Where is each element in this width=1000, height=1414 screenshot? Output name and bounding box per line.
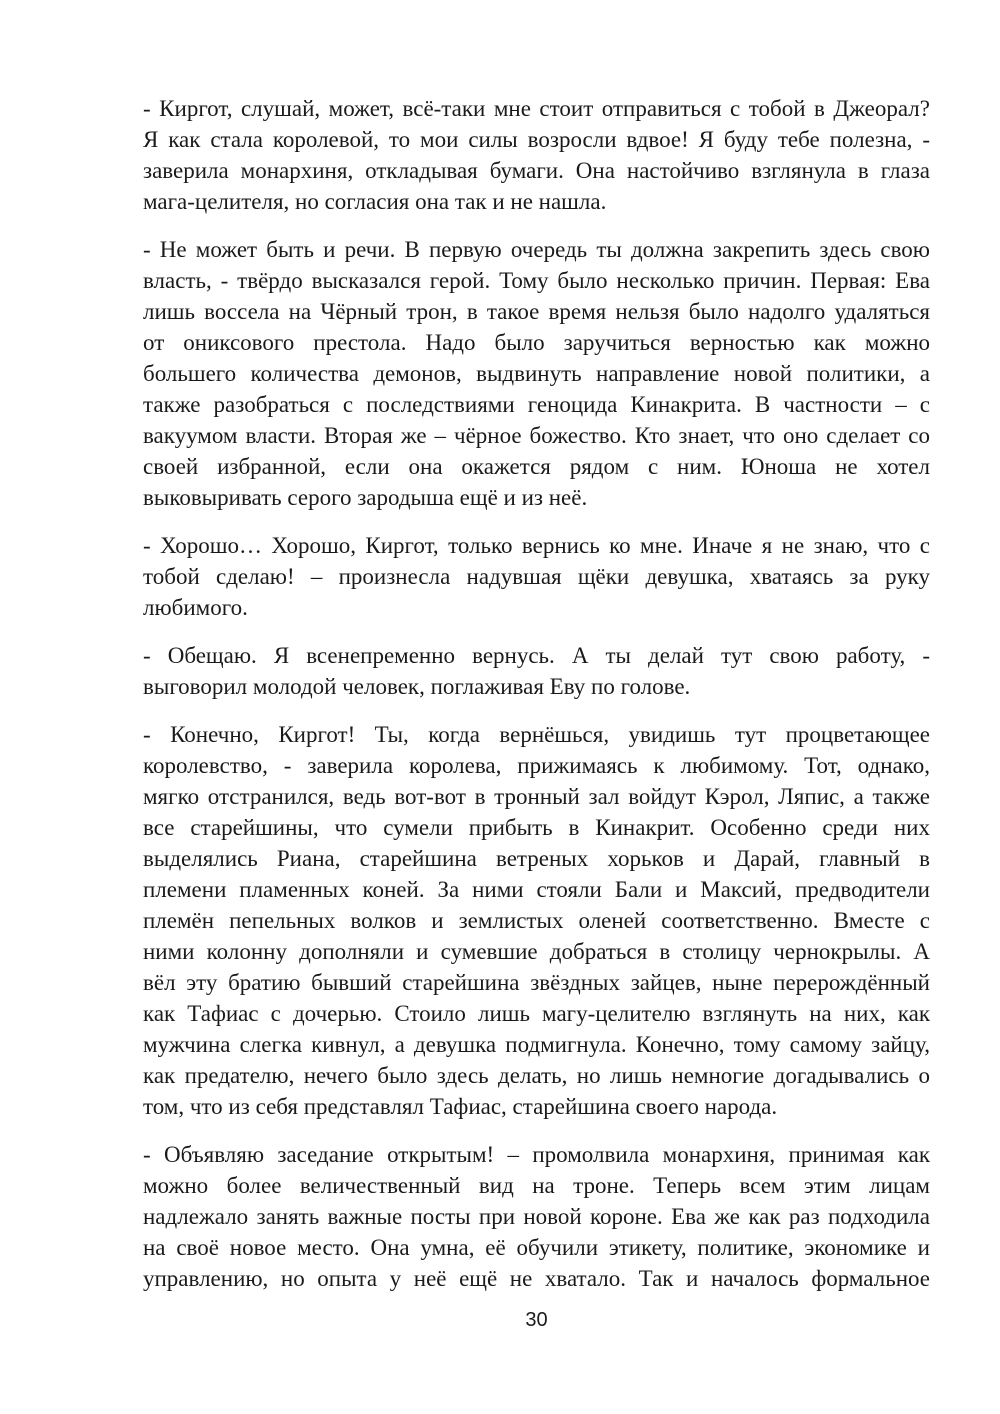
paragraph-6 [143,1139,930,1294]
page-number: 30 [525,1309,548,1331]
text-line: королевство, - заверила королева, прижимаясь к любимому. Тот, однако, [143,753,930,778]
text-line: также разобраться с последствиями геноцида Кинакрита. В частности – с [143,392,930,417]
text-line: - Хорошо… Хорошо, Киргот, только вернись ко мне. Иначе я не знаю, что с [143,533,930,558]
text-line: власть, - твёрдо высказался герой. Тому было несколько причин. Первая: Ева [143,268,930,293]
paragraph-3 [143,530,930,623]
text-line: ними колонну дополняли и сумевшие добраться в столицу чернокрылы. А [143,939,930,964]
text-line: мужчина слегка кивнул, а девушка подмигнула. Конечно, тому самому зайцу, [143,1032,930,1057]
paragraph-1 [143,93,930,217]
text-line: - Киргот, слушай, может, всё-таки мне стоит отправиться с тобой в Джеорал? [143,96,930,121]
text-line: лишь воссела на Чёрный трон, в такое время нельзя было надолго удаляться [143,299,930,324]
text-line: - Конечно, Киргот! Ты, когда вернёшься, увидишь тут процветающее [143,722,930,747]
text-line: как предателю, нечего было здесь делать, но лишь немногие догадывались о [143,1063,930,1088]
page-footer [143,1306,930,1334]
text-line: любимого. [143,595,248,620]
text-line: племён пепельных волков и землистых оленей соответственно. Вместе с [143,908,930,933]
text-line: надлежало занять важные посты при новой короне. Ева же как раз подходила [143,1204,930,1229]
text-line: тобой сделаю! – произнесла надувшая щёки девушка, хватаясь за руку [143,564,930,589]
text-line: - Не может быть и речи. В первую очередь ты должна закрепить здесь свою [143,237,930,262]
text-line: выговорил молодой человек, поглаживая Еву по голове. [143,674,691,699]
paragraph-4 [143,640,930,702]
text-line: как Тафиас с дочерью. Стоило лишь магу-целителю взглянуть на них, как [143,1001,930,1026]
text-line: от ониксового престола. Надо было заручиться верностью как можно [143,330,930,355]
text-line: заверила монархиня, откладывая бумаги. Она настойчиво взглянула в глаза [143,158,930,183]
text-line: мага-целителя, но согласия она так и не нашла. [143,189,607,214]
text-line: все старейшины, что сумели прибыть в Кинакрит. Особенно среди них [143,815,930,840]
paragraph-5 [143,719,930,1122]
paragraph-2 [143,234,930,513]
text-line: - Объявляю заседание открытым! – промолвила монархиня, принимая как [143,1142,930,1167]
text-line: вёл эту братию бывший старейшина звёздных зайцев, ныне перерождённый [143,970,930,995]
text-line: - Обещаю. Я всенепременно вернусь. А ты делай тут свою работу, - [143,643,930,668]
text-line: Я как стала королевой, то мои силы возросли вдвое! Я буду тебе полезна, - [143,127,930,152]
text-line: своей избранной, если она окажется рядом с ним. Юноша не хотел [143,454,930,479]
text-line: управлению, но опыта у неё ещё не хватало. Так и началось формальное [143,1266,930,1291]
text-line: на своё новое место. Она умна, её обучили этикету, политике, экономике и [143,1235,930,1260]
text-column [143,93,930,1294]
text-line: можно более величественный вид на троне. Теперь всем этим лицам [143,1173,930,1198]
text-line: племени пламенных коней. За ними стояли Бали и Максий, предводители [143,877,930,902]
text-line: том, что из себя представлял Тафиас, старейшина своего народа. [143,1094,778,1119]
text-line: выковыривать серого зародыша ещё и из неё. [143,485,588,510]
text-line: мягко отстранился, ведь вот-вот в тронный зал войдут Кэрол, Ляпис, а также [143,784,930,809]
text-line: вакуумом власти. Вторая же – чёрное божество. Кто знает, что оно сделает со [143,423,930,448]
text-line: большего количества демонов, выдвинуть направление новой политики, а [143,361,930,386]
text-line: выделялись Риана, старейшина ветреных хорьков и Дарай, главный в [143,846,930,871]
